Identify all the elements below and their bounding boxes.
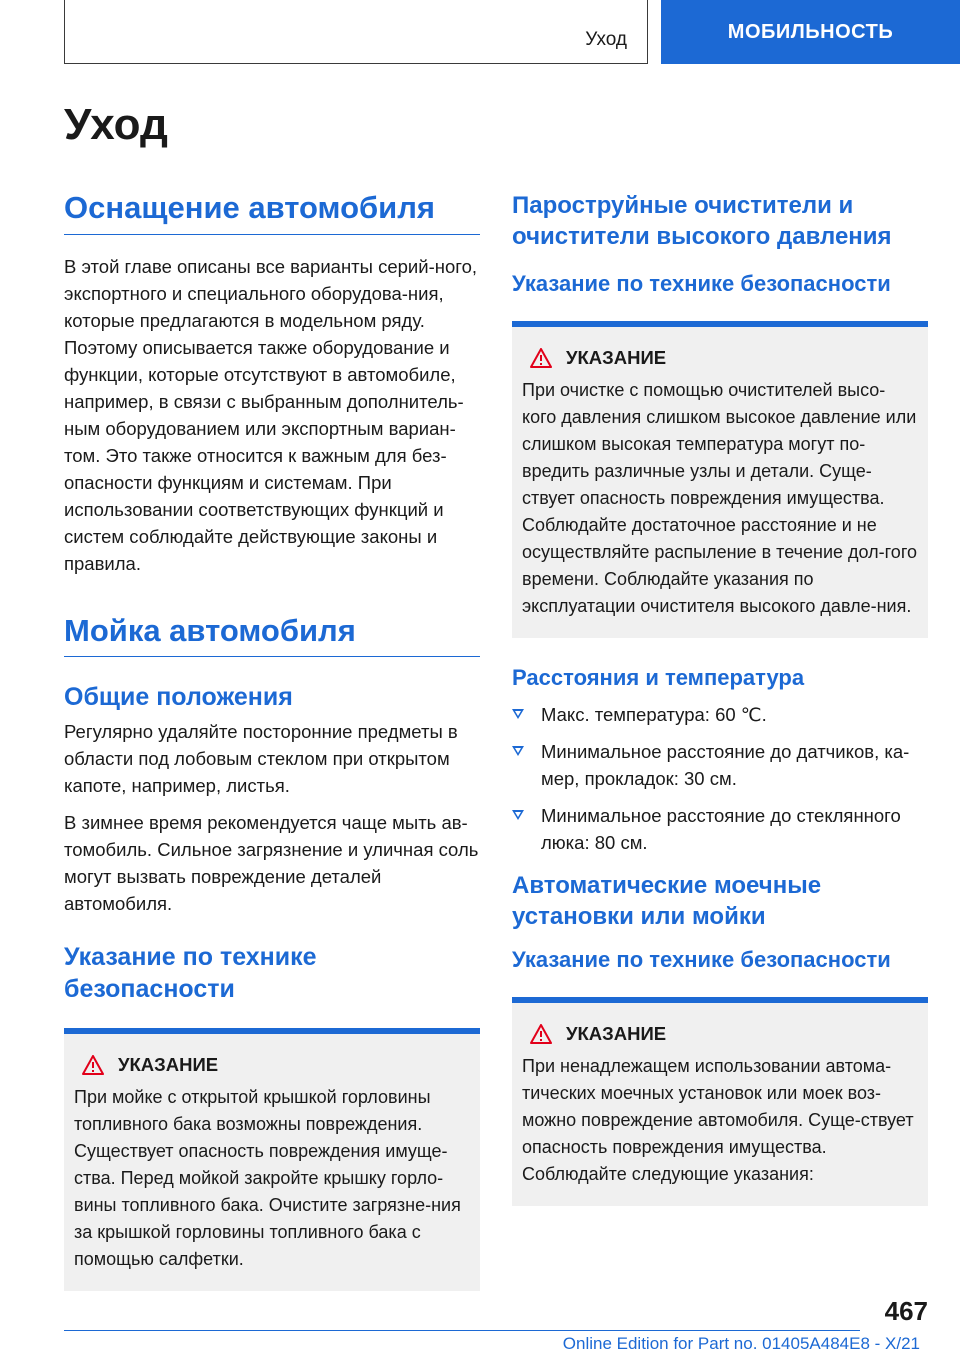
warning-triangle-icon: [530, 348, 552, 368]
right-column: [512, 190, 928, 1206]
warning-title: УКАЗАНИЕ: [118, 1053, 219, 1075]
page-number: 467: [884, 1296, 928, 1326]
warning-title-auto-wash: УКАЗАНИЕ: [566, 1022, 667, 1044]
general-heading: Общие положения: [64, 683, 293, 712]
warning-box-steam: [512, 321, 928, 638]
general-paragraph-2: В зимнее время рекомендуется чаще мыть ав-томобиль. Сильное загрязнение и уличная соль могут вызвать повреждение деталей автомобиля.: [64, 811, 479, 914]
safety-heading-steam: Указание по технике безопасности: [512, 271, 891, 297]
warning-triangle-icon: [530, 1024, 552, 1044]
left-column: [64, 190, 480, 1291]
list-item: [512, 738, 928, 792]
footer-divider: [64, 1330, 860, 1331]
wash-heading: Мойка автомобиля: [64, 613, 480, 658]
warning-box: [64, 1028, 480, 1291]
header-section-label: Уход: [585, 29, 627, 50]
warning-header-auto-wash: [522, 1023, 918, 1045]
equipment-heading: Оснащение автомобиля: [64, 190, 480, 235]
list-item-text: Макс. температура: 60 ℃.: [541, 703, 767, 725]
warning-text-auto-wash: При ненадлежащем использовании автома-тических моечных установок или моек воз-можно повреждение автомобиля. Суще-ствует опасность повреждения имущества. Соблюдайте следующие указания:: [522, 1055, 914, 1184]
header-section-box: [64, 0, 648, 64]
footer-edition-text: Online Edition for Part no. 01405A484E8 - X/21: [562, 1334, 920, 1353]
warning-title-steam: УКАЗАНИЕ: [566, 346, 667, 368]
warning-text-steam: При очистке с помощью очистителей высо-кого давления слишком высокое давление или слишком высокая температура могут по-вредить различные узлы и детали. Суще-ствует опасность повреждения имущества. Соблюдайте достаточное расстояние и не осуществляйте распыление в течение дол-гого времени. Соблюдайте указания по эксплуатации очистителя высокого давле-ния.: [522, 379, 917, 616]
auto-wash-heading: Автоматические моечные установки или мойки: [512, 871, 822, 930]
warning-triangle-icon: [82, 1055, 104, 1075]
safety-heading-auto-wash: Указание по технике безопасности: [512, 946, 891, 972]
list-item: [512, 701, 928, 728]
bullet-triangle-icon: [512, 746, 524, 756]
page-title: Уход: [64, 100, 168, 149]
bullet-triangle-icon: [512, 709, 524, 719]
distances-list: [512, 701, 928, 856]
steam-cleaners-heading: Пароструйные очистители и очистители высокого давления: [512, 192, 892, 251]
safety-heading: Указание по технике безопасности: [64, 942, 317, 1004]
list-item-text: Минимальное расстояние до стеклянного люка: 80 см.: [541, 804, 901, 853]
general-paragraph-1: Регулярно удаляйте посторонние предметы в области под лобовым стеклом при открытом капоте, например, листья.: [64, 720, 458, 796]
warning-header-steam: [522, 347, 918, 369]
list-item-text: Минимальное расстояние до датчиков, ка-мер, прокладок: 30 см.: [541, 740, 910, 789]
equipment-text: В этой главе описаны все варианты серий-ного, экспортного и специального оборудова-ния, которые предлагаются в модельном ряду. Поэтому описывается также оборудование и функции, которые отсутствуют в автомобиле, например, в связи с выбранным дополнитель-ным оборудованием или экспортным вариан-том. Это также относится к важным для без-опасности функциям и системам. При использовании соответствующих функций и систем соблюдайте действующие законы и правила.: [64, 255, 478, 574]
warning-text: При мойке с открытой крышкой горловины топливного бака возможны повреждения. Существует опасность повреждения имуще-ства. Перед мойкой закройте крышку горло-вины топливного бака. Очистите загрязне-ния за крышкой горловины топливного бака с помощью салфетки.: [74, 1086, 461, 1269]
distances-heading: Расстояния и температура: [512, 664, 805, 690]
list-item: [512, 802, 928, 856]
warning-box-auto-wash: [512, 997, 928, 1206]
warning-header: [74, 1054, 470, 1076]
bullet-triangle-icon: [512, 810, 524, 820]
header-chapter-tab[interactable]: МОБИЛЬНОСТЬ: [661, 0, 960, 64]
